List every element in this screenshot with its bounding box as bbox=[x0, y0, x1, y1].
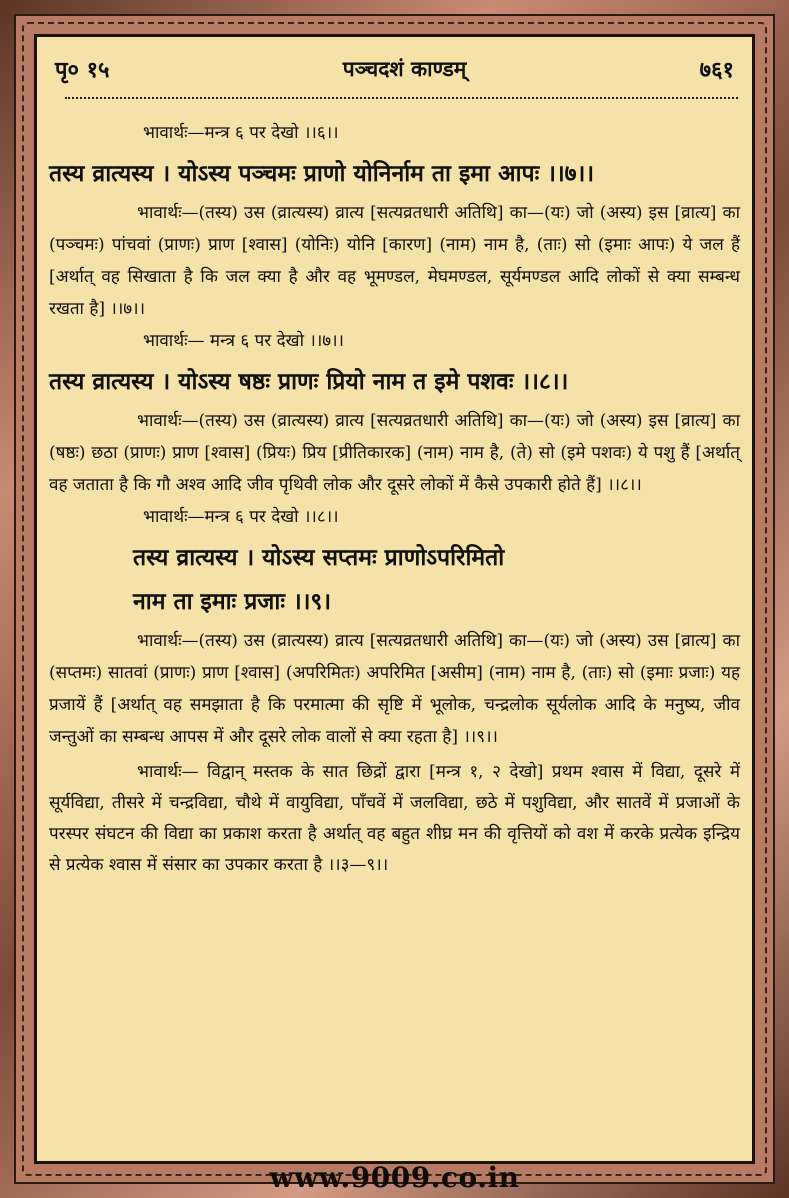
header-divider bbox=[65, 97, 738, 99]
page-section-number: पृ० १५ bbox=[55, 57, 110, 83]
page-title: पञ्चदशं काण्डम् bbox=[342, 56, 467, 81]
commentary-paragraph: भावार्थः—(तस्य) उस (व्रात्यस्य) व्रात्य [सत्यव्रतधारी अतिथि] का—(यः) जो (अस्य) इस [व्रात्य] का (पञ्चमः) पांचवां (प्राणः) प्राण [श्वास] (योनिः) योनि [कारण] (नाम) नाम है, (ताः) सो (इमाः आपः) ये जल हैं [अर्थात् वह सिखाता है कि जल क्या है और वह भूमण्डल, मेघमण्डल, सूर्यमण्डल आदि लोकों से क्या सम्बन्ध रखता है] ।।७।। bbox=[49, 203, 740, 319]
mantra-verse: तस्य व्रात्यस्य । योऽस्य सप्तमः प्राणोऽपरिमितो bbox=[133, 544, 505, 571]
reference-line: भावार्थः—मन्त्र ६ पर देखो ।।८।। bbox=[143, 507, 339, 527]
mantra-verse: तस्य व्रात्यस्य । योऽस्य षष्ठः प्राणः प्रियो नाम त इमे पशवः ।।८।। bbox=[49, 368, 569, 395]
commentary-paragraph: भावार्थः—(तस्य) उस (व्रात्यस्य) व्रात्य [सत्यव्रतधारी अतिथि] का—(यः) जो (अस्य) इस [व्रात्य] का (षष्ठः) छठा (प्राणः) प्राण [श्वास] (प्रियः) प्रिय [प्रीतिकारक] (नाम) नाम है, (ते) सो (इमे पशवः) ये पशु हैं [अर्थात् वह जताता है कि गौ अश्व आदि जीव पृथिवी लोक और दूसरे लोकों में कैसे उपकारी होते हैं] ।।८।। bbox=[49, 411, 740, 495]
book-page bbox=[34, 34, 755, 1164]
mantra-verse: तस्य व्रात्यस्य । योऽस्य पञ्चमः प्राणो योनिर्नाम ता इमा आपः ।।७।। bbox=[49, 160, 595, 187]
page-number: ७६१ bbox=[699, 57, 734, 83]
mantra-verse: नाम ता इमाः प्रजाः ।।९। bbox=[133, 588, 332, 615]
page-header bbox=[55, 51, 734, 87]
page-content bbox=[49, 117, 740, 881]
summary-paragraph: भावार्थः— विद्वान् मस्तक के सात छिद्रों द्वारा [मन्त्र १, २ देखो] प्रथम श्वास में विद्या, दूसरे में सूर्यविद्या, तीसरे में चन्द्रविद्या, चौथे में वायुविद्या, पाँचवें में जलविद्या, छठे में पशुविद्या, और सातवें में प्रजाओं के परस्पर संघटन की विद्या का प्रकाश करता है अर्थात् वह बहुत शीघ्र मन की वृत्तियों को वश में करके प्रत्येक इन्द्रिय से प्रत्येक श्वास में संसार का उपकार करता है ।।३—९।। bbox=[49, 762, 740, 875]
reference-line: भावार्थः—मन्त्र ६ पर देखो ।।६।। bbox=[143, 123, 339, 143]
website-footer: www.9009.co.in bbox=[269, 1161, 520, 1194]
reference-line: भावार्थः— मन्त्र ६ पर देखो ।।७।। bbox=[143, 331, 344, 351]
commentary-paragraph: भावार्थः—(तस्य) उस (व्रात्यस्य) व्रात्य [सत्यव्रतधारी अतिथि] का—(यः) जो (अस्य) उस [व्रात्य] का (सप्तमः) सातवां (प्राणः) प्राण [श्वास] (अपरिमितः) अपरिमित [असीम] (नाम) नाम है, (ताः) सो (इमाः प्रजाः) यह प्रजायें हैं [अर्थात् वह समझाता है कि परमात्मा की सृष्टि में भूलोक, चन्द्रलोक सूर्यलोक आदि के मनुष्य, जीव जन्तुओं का सम्बन्ध आपस में और दूसरे लोक वालों से क्या रहता है] ।।९।। bbox=[49, 631, 741, 747]
